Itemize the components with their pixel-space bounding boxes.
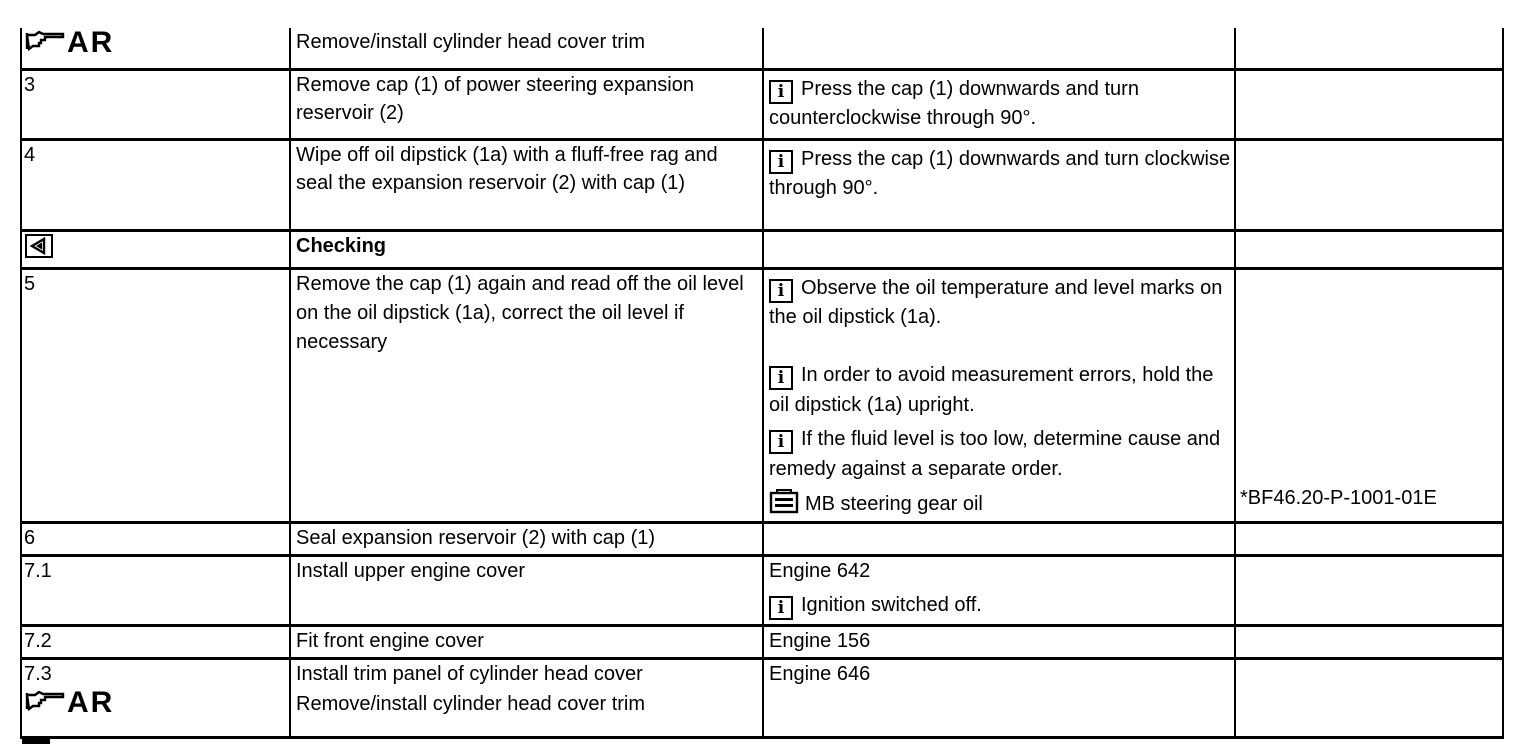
reference-cell <box>1234 627 1504 657</box>
page-footer-mark <box>22 738 50 744</box>
pointing-hand-icon <box>25 690 65 712</box>
checking-icon <box>25 234 53 258</box>
note <box>769 145 1231 202</box>
note-text: Press the cap (1) downwards and turn counterclockwise through 90°. <box>769 78 1139 129</box>
action-cell <box>289 627 762 657</box>
info-icon: i <box>769 80 793 104</box>
table-row <box>20 28 1504 71</box>
action-cell <box>289 71 762 138</box>
action-text: Remove/install cylinder head cover trim <box>296 31 646 53</box>
reference-cell <box>1234 232 1504 267</box>
action-cell <box>289 232 762 267</box>
note <box>769 274 1231 331</box>
note-text: In order to avoid measurement errors, hold the oil dipstick (1a) upright. <box>769 364 1214 416</box>
table-row <box>20 660 1504 739</box>
action-cell <box>289 524 762 554</box>
notes-cell <box>762 270 1234 521</box>
notes-cell <box>762 141 1234 229</box>
engine-label: Engine 642 <box>769 560 871 582</box>
action-text: Remove the cap (1) again and read off the oil level on the oil dipstick (1a), correct the oil level if necessary <box>296 273 744 353</box>
reference-cell <box>1234 71 1504 138</box>
notes-cell <box>762 232 1234 267</box>
step-cell <box>20 141 289 229</box>
ar-label: AR <box>67 686 115 719</box>
notes-cell <box>762 71 1234 138</box>
table-row <box>20 71 1504 141</box>
action-text: Fit front engine cover <box>296 630 484 652</box>
ar-reference[interactable] <box>25 28 114 58</box>
note-text: Ignition switched off. <box>801 594 982 616</box>
note <box>769 424 1231 484</box>
action-text: Install upper engine cover <box>296 560 526 582</box>
action-text: Install trim panel of cylinder head cover <box>296 663 643 685</box>
table-row <box>20 627 1504 660</box>
action-cell <box>289 28 762 68</box>
action-cell <box>289 270 762 521</box>
info-icon: i <box>769 150 793 174</box>
reference-cell <box>1234 557 1504 624</box>
note <box>769 75 1231 132</box>
engine-label: Engine 156 <box>769 630 871 652</box>
note-text: Observe the oil temperature and level marks on the oil dipstick (1a). <box>769 277 1223 328</box>
notes-cell <box>762 660 1234 736</box>
section-heading: Checking <box>296 235 387 257</box>
action-cell <box>289 557 762 624</box>
reference-cell <box>1234 141 1504 229</box>
action-text: Wipe off oil dipstick (1a) with a fluff-free rag and seal the expansion reservoir (2) with cap (1) <box>296 144 718 194</box>
info-icon: i <box>769 366 793 390</box>
note-text: MB steering gear oil <box>805 493 983 515</box>
document-reference[interactable]: *BF46.20-P-1001-01E <box>1240 487 1437 509</box>
note <box>769 591 1231 620</box>
notes-cell <box>762 524 1234 554</box>
step-number: 4 <box>24 144 36 166</box>
table-row <box>20 557 1504 627</box>
info-icon: i <box>769 279 793 303</box>
oil-can-icon <box>769 488 799 514</box>
step-number: 7.2 <box>24 630 52 652</box>
step-number: 3 <box>24 74 36 96</box>
note <box>769 488 1231 518</box>
note-text: Press the cap (1) downwards and turn clockwise through 90°. <box>769 148 1231 199</box>
info-icon: i <box>769 596 793 620</box>
step-cell <box>20 71 289 138</box>
step-number: 7.3 <box>24 663 52 685</box>
notes-cell <box>762 557 1234 624</box>
table-row <box>20 232 1504 270</box>
notes-cell <box>762 627 1234 657</box>
table-row <box>20 270 1504 524</box>
pointing-hand-icon <box>25 30 65 52</box>
action-text: Seal expansion reservoir (2) with cap (1) <box>296 527 656 549</box>
step-number: 7.1 <box>24 560 52 582</box>
reference-cell <box>1234 28 1504 68</box>
notes-cell <box>762 28 1234 68</box>
action-text: Remove cap (1) of power steering expansion reservoir (2) <box>296 74 694 124</box>
step-cell <box>20 270 289 521</box>
ar-reference[interactable] <box>25 688 114 718</box>
reference-cell <box>1234 270 1504 521</box>
step-cell <box>20 660 289 736</box>
note <box>769 360 1231 420</box>
note-text: If the fluid level is too low, determine cause and remedy against a separate order. <box>769 428 1221 480</box>
step-cell <box>20 232 289 267</box>
step-number: 6 <box>24 527 36 549</box>
action-text-secondary[interactable]: Remove/install cylinder head cover trim <box>296 693 646 715</box>
step-cell <box>20 627 289 657</box>
step-cell <box>20 524 289 554</box>
table-row <box>20 524 1504 557</box>
reference-cell <box>1234 524 1504 554</box>
action-cell <box>289 141 762 229</box>
step-cell <box>20 557 289 624</box>
action-cell <box>289 660 762 736</box>
ar-label: AR <box>67 26 115 59</box>
reference-cell <box>1234 660 1504 736</box>
engine-label: Engine 646 <box>769 663 871 685</box>
info-icon: i <box>769 430 793 454</box>
step-cell <box>20 28 289 68</box>
step-number: 5 <box>24 273 36 295</box>
table-row <box>20 141 1504 232</box>
